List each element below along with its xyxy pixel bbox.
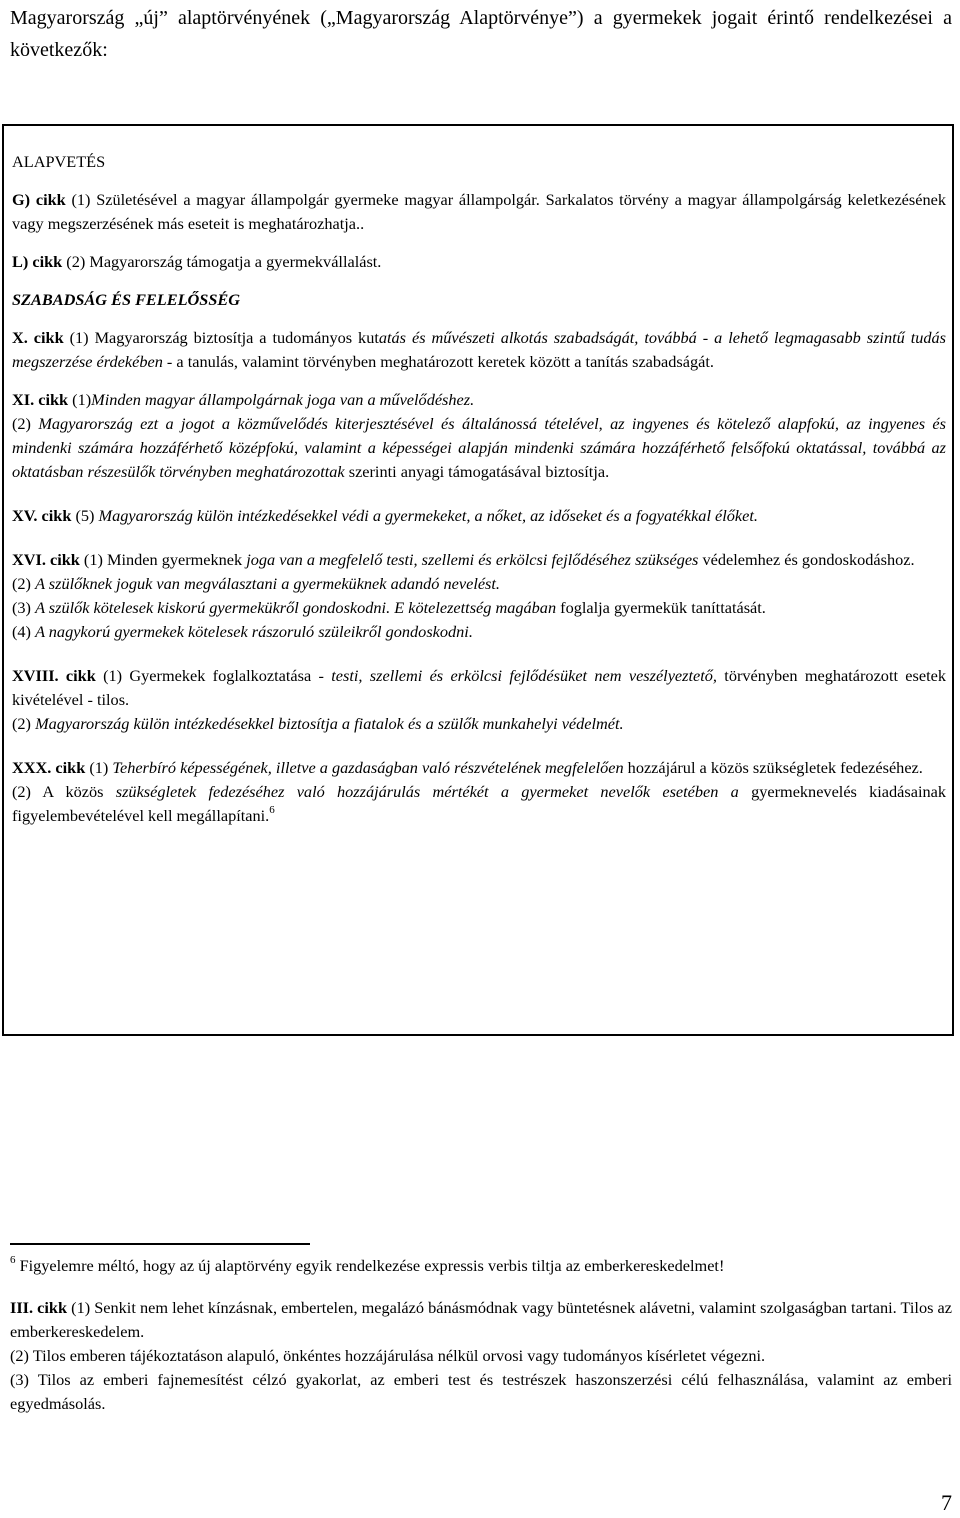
article-text-italic: Magyarország külön intézkedésekkel biztosítja a fiatalok és a szülők munkahelyi védelmét. bbox=[35, 714, 624, 733]
article-g bbox=[12, 188, 946, 236]
article-text: (2) bbox=[12, 574, 36, 593]
article-text: (1) Gyermekek foglalkoztatása - bbox=[95, 666, 332, 685]
article-xi-1 bbox=[12, 388, 946, 412]
page-number: 7 bbox=[941, 1490, 952, 1515]
article-label: III. cikk bbox=[10, 1298, 68, 1317]
footnote-article-iii-2: (2) Tilos emberen tájékoztatáson alapuló, önkéntes hozzájárulása nélkül orvosi vagy tudományos kísérletet végezni. bbox=[10, 1346, 766, 1365]
article-text: (1) Minden gyermeknek bbox=[79, 550, 247, 569]
intro-heading: Magyarország „új” alaptörvényének („Magyarország Alaptörvénye”) a gyermekek jogait érintő rendelkezései a következők: bbox=[10, 7, 952, 61]
footnote-text bbox=[10, 1254, 952, 1278]
article-label: L) cikk bbox=[12, 252, 63, 271]
article-label: XXX. cikk bbox=[12, 758, 86, 777]
article-label: X. cikk bbox=[12, 328, 64, 347]
article-text: (2) bbox=[12, 714, 36, 733]
article-text: hozzájárul a közös szükségletek fedezéséhez. bbox=[623, 758, 923, 777]
article-text-italic: testi, szellemi és erkölcsi fejlődésüket nem veszélyeztető, bbox=[331, 666, 717, 685]
article-xviii-2 bbox=[12, 712, 946, 736]
article-text: (2) bbox=[12, 414, 39, 433]
article-text: (1) bbox=[85, 758, 113, 777]
article-text: (1) bbox=[68, 390, 92, 409]
article-xvi-2 bbox=[12, 572, 946, 596]
excerpt-content bbox=[12, 150, 946, 828]
footnote-separator bbox=[10, 1243, 310, 1245]
article-xv bbox=[12, 504, 946, 528]
article-text-italic: Minden magyar állampolgárnak joga van a művelődéshez. bbox=[91, 390, 475, 409]
article-label: XVI. cikk bbox=[12, 550, 80, 569]
article-text-italic: szükségletek fedezéséhez való hozzájárulás mértékét a gyermeket nevelők esetében a bbox=[115, 782, 739, 801]
footnote-article-iii-3: (3) Tilos az emberi fajnemesítést célzó gyakorlat, az emberi test és testrészek haszonszerzési célú felhasználása, valamint az emberi egyedmásolás. bbox=[10, 1370, 952, 1413]
constitution-excerpt-box bbox=[2, 124, 954, 1036]
article-text-italic: atás és művészeti alkotás szabadságát, továbbá - a lehető legmagasabb szintű tudás megszerzése érdekében bbox=[12, 328, 947, 371]
article-text-italic: Magyarország ezt a jogot a közművelődés kiterjesztésével és általánossá tételével, az ingyenes és kötelező alapfokú, az ingyenes és mindenki számára hozzáférhető középfokú, valamint a képességei alapján mindenki számára hozzáférhető felsőfokú oktatással, továbbá az oktatásban részesülők törvényben meghatározottak bbox=[12, 414, 946, 481]
article-text: (2) Magyarország támogatja a gyermekvállalást. bbox=[62, 252, 382, 271]
article-xvi-4 bbox=[12, 620, 946, 644]
article-xvi-1 bbox=[12, 548, 946, 572]
article-text-italic: A nagykorú gyermekek kötelesek rászoruló szüleikről gondoskodni. bbox=[35, 622, 473, 641]
article-text: (2) A közös bbox=[12, 782, 116, 801]
article-xi-2 bbox=[12, 412, 946, 484]
article-text-italic: A szülők kötelesek kiskorú gyermekükről gondoskodni. E kötelezettség magában bbox=[35, 598, 557, 617]
article-text-italic: joga van a megfelelő testi, szellemi és erkölcsi fejlődéséhez szükséges bbox=[246, 550, 699, 569]
article-label: XV. cikk bbox=[12, 506, 72, 525]
article-text: (1) Születésével a magyar állampolgár gyermeke magyar állampolgár. Sarkalatos törvény a magyar állampolgárság keletkezésének vagy megszerzésének más eseteit is meghatározhatja.. bbox=[12, 190, 946, 233]
article-text: (1) Senkit nem lehet kínzásnak, embertelen, megalázó bánásmódnak vagy büntetésnek alávetni, valamint szolgaságban tartani. Tilos az emberkereskedelem. bbox=[10, 1298, 952, 1341]
section-heading-szabadsag: SZABADSÁG ÉS FELELŐSSÉG bbox=[12, 290, 241, 309]
article-xxx-2 bbox=[12, 780, 946, 828]
article-text: védelemhez és gondoskodáshoz. bbox=[698, 550, 915, 569]
article-x bbox=[12, 326, 946, 374]
article-text: gyermeknevelés kiadásainak figyelembevételével kell megállapítani. bbox=[12, 782, 946, 825]
article-xvi-3 bbox=[12, 596, 946, 620]
article-label: G) cikk bbox=[12, 190, 66, 209]
footnote bbox=[10, 1254, 952, 1416]
section-heading-alapvetes: ALAPVETÉS bbox=[12, 152, 106, 171]
article-text: (1) Magyarország biztosítja a tudományos kut bbox=[63, 328, 379, 347]
footnote-reference[interactable]: 6 bbox=[269, 804, 275, 816]
article-text: szerinti anyagi támogatásával biztosítja. bbox=[344, 462, 610, 481]
article-text: (4) bbox=[12, 622, 36, 641]
article-text-italic: Teherbíró képességének, illetve a gazdaságban való részvételének megfelelően bbox=[112, 758, 624, 777]
article-text: törvényben meghatározott esetek kivételével - tilos. bbox=[12, 666, 946, 709]
article-xviii-1 bbox=[12, 664, 946, 712]
article-text-italic: Magyarország külön intézkedésekkel védi a gyermekeket, a nőket, az időseket és a fogyatékkal élőket. bbox=[98, 506, 758, 525]
article-text-italic: A szülőknek joguk van megválasztani a gyermeküknek adandó nevelést. bbox=[35, 574, 500, 593]
article-label: XVIII. cikk bbox=[12, 666, 96, 685]
footnote-article-iii-1 bbox=[10, 1296, 952, 1344]
footnote-number: 6 bbox=[10, 1254, 16, 1266]
article-text: (3) bbox=[12, 598, 36, 617]
article-text: foglalja gyermekük taníttatását. bbox=[556, 598, 766, 617]
article-label: XI. cikk bbox=[12, 390, 69, 409]
article-text: (5) bbox=[71, 506, 99, 525]
footnote-body: Figyelemre méltó, hogy az új alaptörvény egyik rendelkezése expressis verbis tiltja az emberkereskedelmet! bbox=[15, 1256, 725, 1275]
article-text: - a tanulás, valamint törvényben meghatározott keretek között a tanítás szabadságát. bbox=[162, 352, 714, 371]
article-xxx-1 bbox=[12, 756, 946, 780]
article-l bbox=[12, 250, 946, 274]
